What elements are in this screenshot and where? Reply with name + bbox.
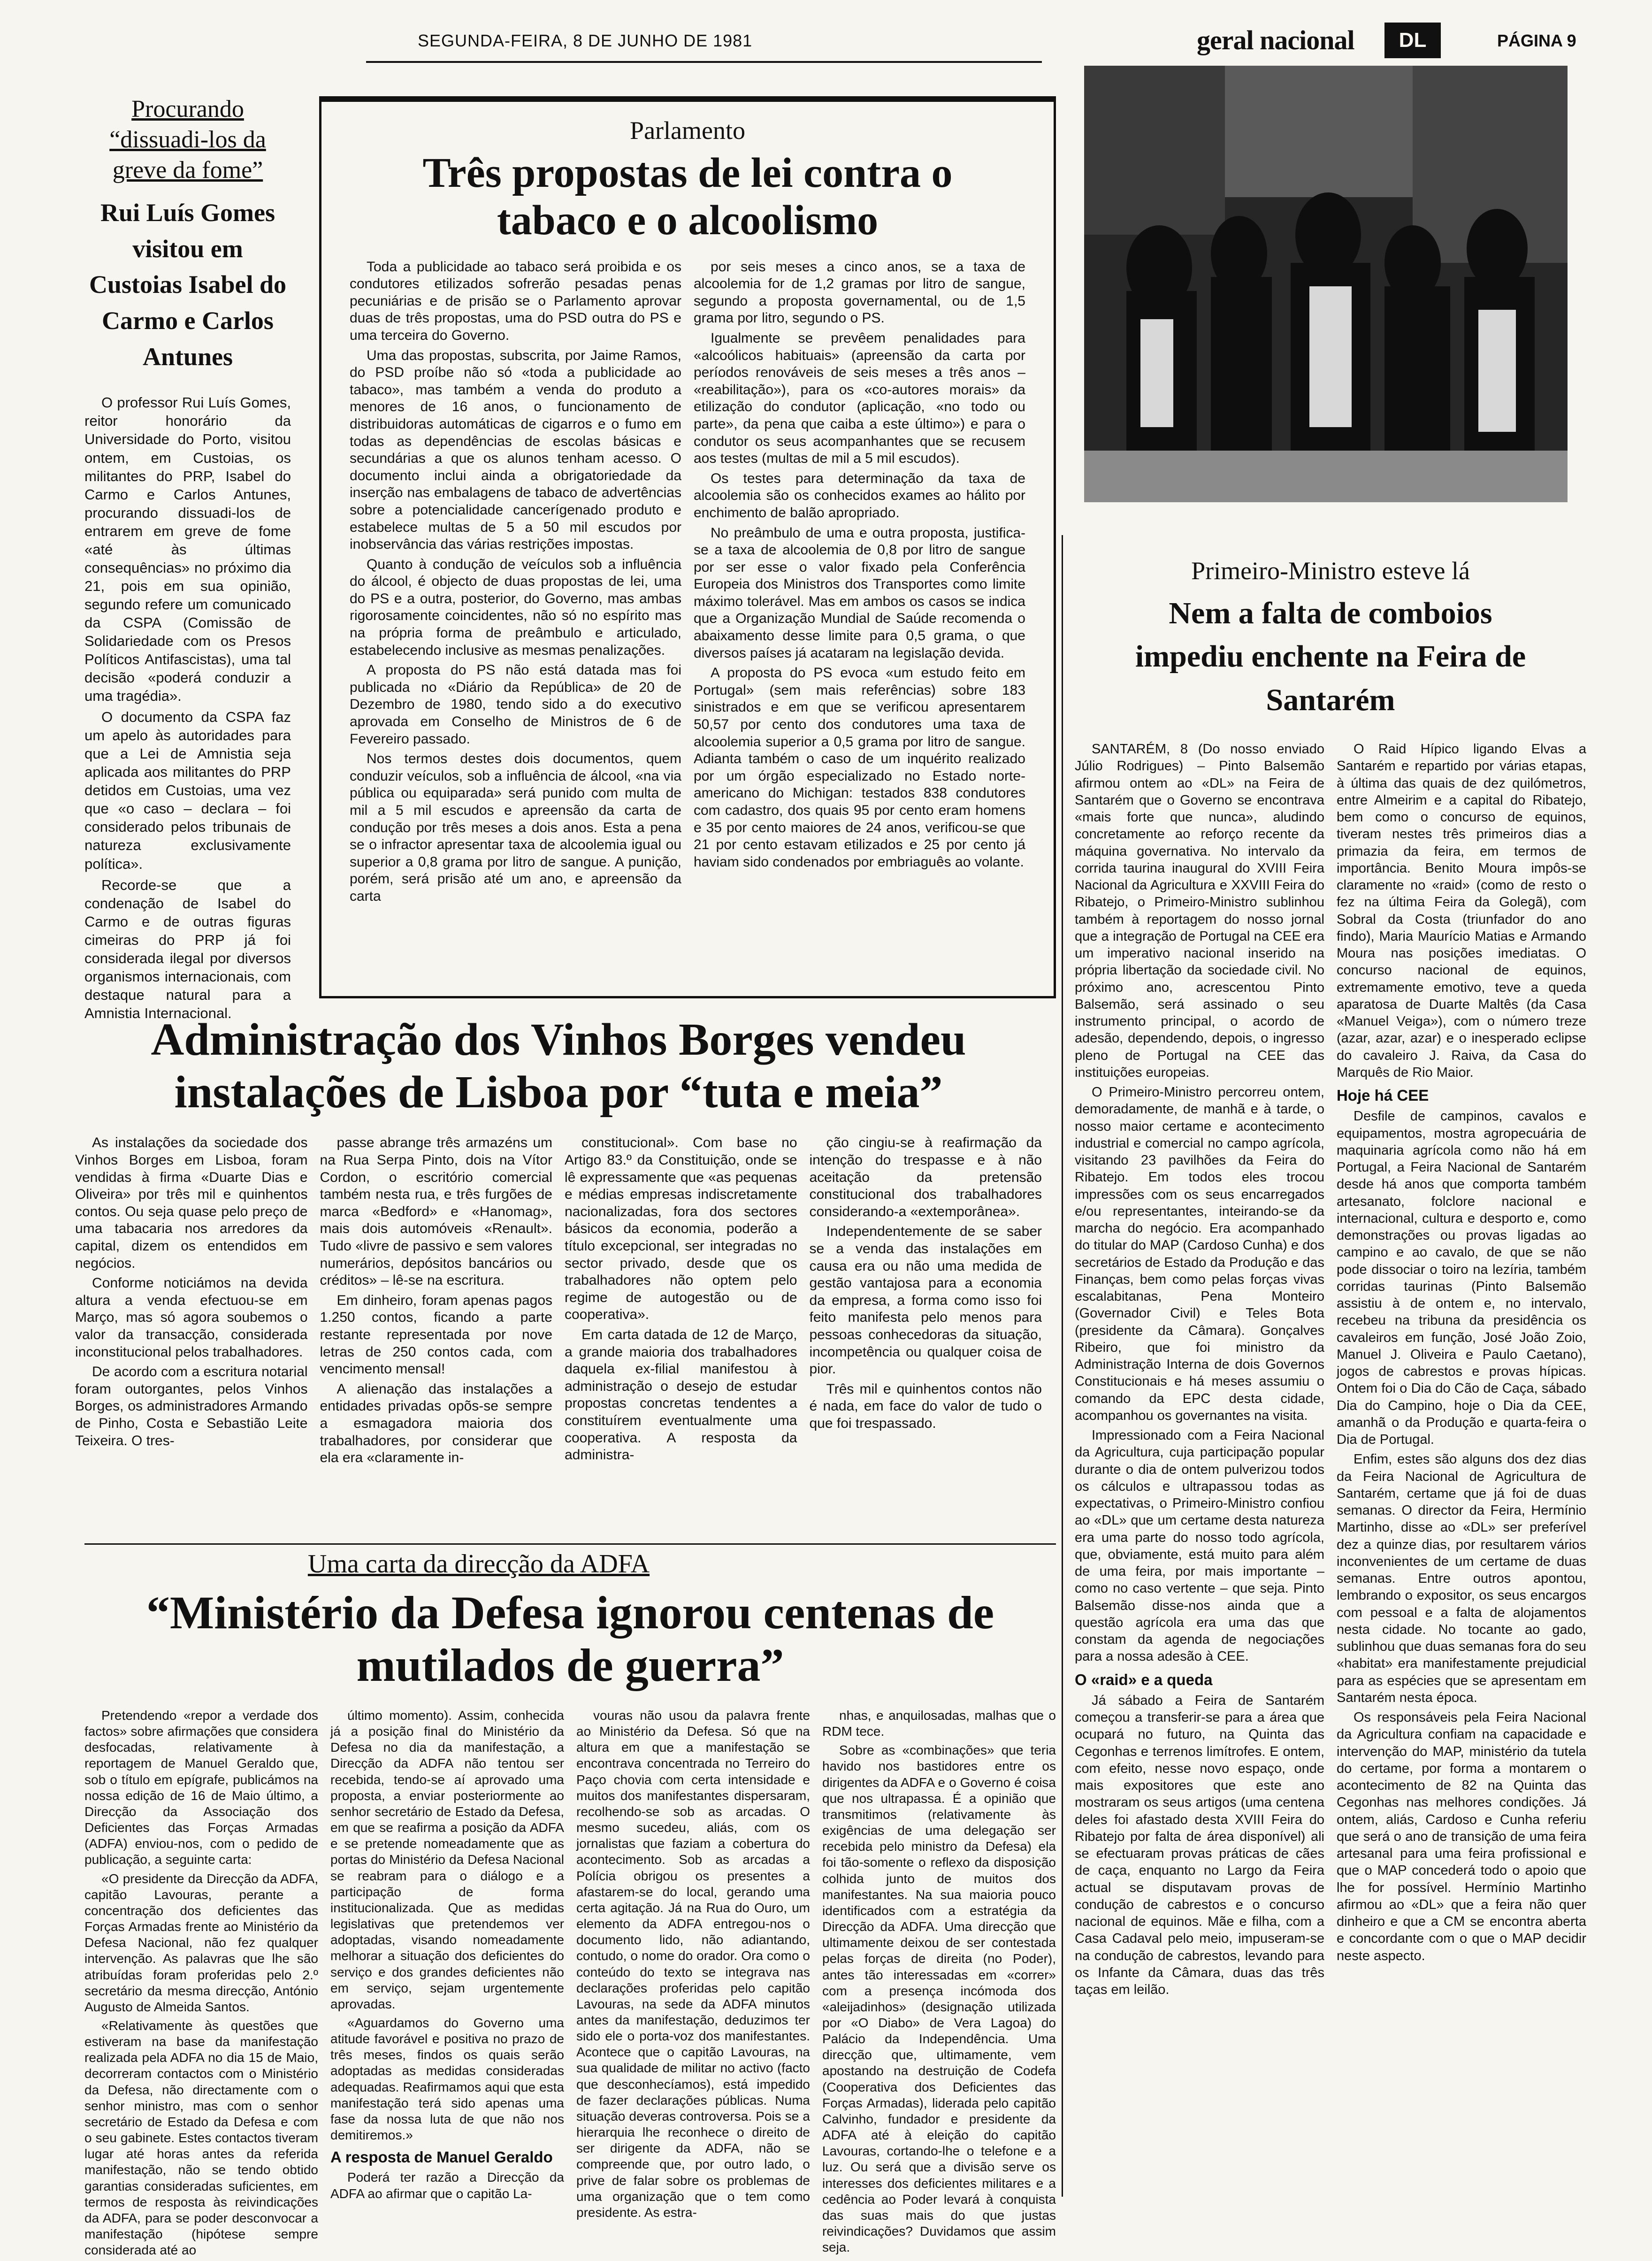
paragraph: passe abrange três armazéns um na Rua Serpa Pinto, dois na Vítor Cordon, o escritório comercial também nesta rua, e três furgões de marca «Bedford» e «Hanomag», mais dois automóveis «Renault». Tudo «livre de passivo e sem valores numerários, depósitos bancários ou créditos» – lê-se na escritura. [320, 1135, 552, 1288]
column [694, 259, 1025, 908]
section-subhead: Hoje há CEE [1337, 1087, 1429, 1104]
article-kicker: Procurando “dissuadi-los da greve da fome” [109, 96, 266, 184]
paragraph: Já sábado a Feira de Santarém começou a transferir-se para a área que ocupará no futuro, na Quinta das Cegonhas e terrenos limítrofes. E ontem, com efeito, nesse novo espaço, onde mais expositores que este ano mostraram os seus artigos (uma centena deles foi afastado desta XVIII Feira do Ribatejo por falta de área disponível) ali se efectuaram provas práticas de cães de caça, enquanto no Largo da Feira actual se disputavam provas de condução de cabrestos e o concurso nacional de equinos. Mãe e filha, com a Casa Cadaval pelo meio, impuseram-se na condução de cabrestos, levando para os Infante da Câmara, duas das três taças em leilão. [1075, 1693, 1324, 1998]
paragraph: Sobre as «combinações» que teria havido nos bastidores entre os dirigentes da ADFA e o Governo é coisa que nos ultrapassa. É a opinião que transmitimos (relativamente às exigências de uma delegação ser recebida pelo ministro da Defesa) ela foi tão-somente o reflexo da disposição colhida junto de muitos dos manifestantes. Na sua maioria pouco identificados com a estratégia da Direcção da ADFA. Uma direcção que ultimamente deixou de ser contestada pelas forças de direita (no Poder), antes tão interessadas em «correr» com a presença incómoda dos «aleijadinhos» (designação utilizada por «O Diabo» de Vera Lagoa) do Palácio da Independência. Uma direcção que, ultimamente, vem apostando na destruição de Codefa (Cooperativa dos Deficientes das Forças Armadas), liderada pelo capitão Calvinho, fundador e presidente da ADFA até à eleição do capitão Lavouras, cortando-lhe o telefone e a luz. Ou será que a divisão serve os interesses dos deficientes militares e a cedência ao Poder levará à conquista das suas mais do que justas reivindicações? Duvidamos que assim seja. [822, 1743, 1056, 2255]
paragraph: «Relativamente às questões que estiveram na base da manifestação realizada pela ADFA no dia 15 de Maio, decorreram contactos com o Ministério da Defesa, não directamente com o senhor ministro, mas com o senhor secretário de Estado da Defesa e com o seu gabinete. Estes contactos tiveram lugar até horas antes da referida manifestação, não se tendo obtido garantias consideradas suficientes, em termos de resposta às reivindicações da ADFA, para se poder desconvocar a manifestação (hipótese sempre considerada até ao [84, 2018, 318, 2258]
paragraph: De acordo com a escritura notarial foram outorgantes, pelos Vinhos Borges, os administradores Armando de Pinho, Costa e Sebastião Leite Teixeira. O tres- [75, 1364, 308, 1449]
crowd-photo-illustration [1084, 66, 1568, 502]
paragraph: último momento). Assim, conhecida já a posição final do Ministério da Defesa no dia da manifestação, a Direcção da ADFA não tentou ser recebida, tendo-se aí aprovado uma proposta, a enviar posteriormente ao senhor secretário de Estado da Defesa, em que se reafirma a posição da ADFA e se pretende nomeadamente que as portas do Ministério da Defesa Nacional se reabram para o diálogo e a participação de forma institucionalizada. Que as medidas legislativas que pretendemos ver adoptadas, visando nomeadamente melhorar a situação dos deficientes do serviço e dos grandes deficientes não em serviço, sejam urgentemente aprovadas. [330, 1708, 564, 2011]
section-subhead: O «raid» e a queda [1075, 1671, 1213, 1688]
column [1075, 741, 1324, 2001]
article-body [75, 1134, 1042, 1469]
column [822, 1708, 1056, 2261]
paragraph: O Primeiro-Ministro percorreu ontem, demoradamente, de manhã e à tarde, o nosso maior certame e acontecimento industrial e comercial no campo agrícola, visitando 23 pavilhões da Feira do Ribatejo. Em todos eles trocou impressões com os seus encarregados e/ou representantes, inteirando-se da marcha do negócio. Era acompanhado do titular do MAP (Cardoso Cunha) e dos secretários de Estado da Produção e das Finanças, bem como pelas forças vivas escalabitanas, Pena Monteiro (Governador Civil) e Teles Bota (presidente da Câmara). Gonçalves Ribeiro, que foi ministro da Administração Interna de dois Governos Constitucionais e há meses assumiu o comando da EPC desta cidade, acompanhou os governantes na visita. [1075, 1085, 1324, 1423]
paragraph: SANTARÉM, 8 (Do nosso enviado Júlio Rodrigues) – Pinto Balsemão afirmou ontem ao «DL» na Feira de Santarém que o Governo se encontrava «mais forte que nunca», aludindo concretamente ao reforço recente da máquina governativa. No intervalo da corrida taurina inaugural do XVIII Feira Nacional da Agricultura e XXVIII Feira do Ribatejo, o Primeiro-Ministro sublinhou também à reportagem do nosso jornal que a integração de Portugal na CEE era um imperativo nacional inserido na própria libertação da sociedade civil. No próximo ano, acrescentou Pinto Balsemão, será assinado o seu instrumento principal, o acordo de adesão, dependendo, depois, o ingresso pleno de Portugal na CEE das instituições europeias. [1075, 742, 1324, 1080]
paragraph: No preâmbulo de uma e outra proposta, justifica-se a taxa de alcoolemia de 0,8 por litro de sangue por ser esse o valor fixado pela Conferência Europeia dos Ministros dos Transportes como limite máximo tolerável. Mas em ambos os casos se indica que a Organização Mundial de Saúde recomenda o abaixamento desse limite para 0,5 grama, o que diversos países já acataram na legislação devida. [694, 525, 1025, 661]
newspaper-logo: DL [1384, 23, 1441, 58]
paragraph: Independentemente de se saber se a venda das instalações em causa era ou não uma medida de gestão vantajosa para a economia da empresa, a forma como isso foi feito manifesta pelo menos para pessoas conhecedoras da situação, incompetência ou qualquer coisa de pior. [809, 1224, 1042, 1377]
column [810, 1134, 1042, 1469]
article-kicker: Parlamento [630, 116, 745, 145]
paragraph: O documento da CSPA faz um apelo às autoridades para que a Lei de Amnistia seja aplicada aos militantes do PRP detidos em Custoias, uma vez que «o caso – declara – foi considerado pelos tribunais de natureza exclusivamente política». [84, 709, 291, 872]
paragraph: Uma das propostas, subscrita, por Jaime Ramos, do PSD proíbe não só «toda a publicidade ao tabaco», mas também a venda do produto a menores de 16 anos, o funcionamento de distribuidoras automáticas de cigarros e o fumo em todas as dependências de escolas básicas e secundárias a que os alunos tenham acesso. O documento inclui ainda a obrigatoriedade da inserção nas embalagens de tabaco de advertências sobre a potencialidade cancerígenado produto e estabelece multas de 5 a 50 mil escudos por inobservância das várias restrições impostas. [350, 347, 681, 552]
issue-date: SEGUNDA-FEIRA, 8 DE JUNHO DE 1981 [418, 31, 753, 50]
section-subhead: A resposta de Manuel Geraldo [330, 2148, 553, 2166]
paragraph: Quanto à condução de veículos sob a influência do álcool, é objecto de duas propostas de lei, uma do PS e a outra, posterior, do Governo, mas ambas rigorosamente coincidentes, não só no espírito mas na própria forma de preâmbulo e articulado, estabelecendo inclusive as mesmas penalizações. [350, 556, 681, 658]
column [350, 259, 681, 908]
article-body [84, 393, 291, 1022]
paragraph: constitucional». Com base no Artigo 83.º da Constituição, onde se lê expressamente que «as pequenas e médias empresas indiscretamente nacionalizadas, fora dos sectores básicos da economia, poderão a título excepcional, ser integradas no sector privado, desde que os trabalhadores não optem pelo regime de autogestão ou de cooperativa». [565, 1135, 797, 1323]
paragraph: Toda a publicidade ao tabaco será proibida e os condutores etilizados sofrerão pesadas penas pecuniárias e de prisão se o Parlamento aprovar duas de três propostas, uma do PSD outra do PS e uma terceira do Governo. [350, 259, 681, 343]
article-kicker: Uma carta da direcção da ADFA [307, 1549, 650, 1579]
column [1337, 741, 1586, 2001]
article-body [350, 259, 1025, 908]
article-headline: “Ministério da Defesa ignorou centenas de mutilados de guerra” [146, 1587, 994, 1691]
column-divider [1062, 535, 1063, 2197]
paragraph: Os testes para determinação da taxa de alcoolemia são os conhecidos exames ao hálito por enchimento de balão apropriado. [694, 470, 1025, 521]
paragraph: Impressionado com a Feira Nacional da Agricultura, cuja participação popular durante o dia de ontem pulverizou todos os cálculos e ultrapassou todas as expectativas, o Primeiro-Ministro confiou ao «DL» que um certame desta natureza era uma parte do nosso todo agrícola, que, obviamente, está muito para além de uma feira, por mais importante – como no caso vertente – que seja. Pinto Balsemão disse-nos ainda que a questão agrícola era uma das que constam da agenda de negociações para a nossa adesão à CEE. [1075, 1428, 1324, 1664]
paragraph: A proposta do PS não está datada mas foi publicada no «Diário da República» de 20 de Dezembro de 1980, tendo sido a do executivo aprovada em Conselho de Ministros de 6 de Fevereiro passado. [350, 662, 681, 747]
news-photo [1084, 66, 1568, 502]
paragraph: vouras não usou da palavra frente ao Ministério da Defesa. Só que na altura em que a manifestação se encontrava concentrada no Terreiro do Paço chovia com certa intensidade e muitos dos manifestantes dispersaram, recolhendo-se sob as arcadas. O mesmo sucedeu, aliás, com os jornalistas que faziam a cobertura do acontecimento. Sob as arcadas a Polícia obrigou os presentes a afastarem-se do local, gerando uma certa agitação. Já na Rua do Ouro, um elemento da ADFA entregou-nos o documento lido, não adiantando, contudo, o nome do orador. Ora como o conteúdo do texto se integrava nas declarações proferidas pelo capitão Lavouras, na sede da ADFA minutos antes da manifestação, deduzimos ter sido ele o porta-voz dos manifestantes. Acontece que o capitão Lavouras, na sua qualidade de militar no activo (facto que desconhecíamos), está impedido de fazer declarações públicas. Numa situação deveras controversa. Pois se a hierarquia lhe reconhece o direito de ser dirigente da ADFA, não se compreende que, por outro lado, o prive de falar sobre os problemas de uma organização que o tem como presidente. As estra- [576, 1708, 810, 2220]
article-tabaco [319, 96, 1056, 998]
masthead [366, 23, 1633, 60]
paragraph: O professor Rui Luís Gomes, reitor honorário da Universidade do Porto, visitou ontem, em Custoias, os militantes do PRP, Isabel do Carmo e Carlos Antunes, procurando dissuadi-los de entrarem em greve de fome «até às últimas consequências» no próximo dia 21, pois em sua opinião, segundo refere um comunicado da CSPA (Comissão de Solidariedade com os Presos Políticos Antifascistas), uma tal decisão «poderá conduzir a uma tragédia». [84, 394, 291, 705]
article-vinhos [61, 1014, 1056, 1544]
article-kicker: Primeiro-Ministro esteve lá [1191, 557, 1470, 585]
paragraph: Recorde-se que a condenação de Isabel do Carmo e de outras figuras cimeiras do PRP já foi considerada ilegal por diversos organismos internacionais, com destaque natural para a Amnistia Internacional. [84, 876, 291, 1021]
section-divider [84, 1543, 1056, 1545]
page-number: PÁGINA 9 [1497, 31, 1576, 50]
article-santarem [1075, 556, 1586, 2194]
paragraph: Desfile de campinos, cavalos e equipamentos, mostra agropecuária de maquinaria agrícola como não há em Portugal, a Feira Nacional de Santarém desde há anos que comporta também artesanato, folclore nacional e internacional, cultura e desporto e, como demonstrações ou provas ligadas ao campino e ao cavalo, de que se não pode dissociar o toiro na lezíria, também corridas taurinas (Pinto Balsemão assistiu à de ontem e, no intervalo, recebeu na tribuna da presidência os cavaleiros em função, José João Zoio, Manuel J. Oliveira e Paulo Caetano), jogos de cabrestos e provas hípicas. Ontem foi o Dia do Cão de Caça, sábado Dia do Campino, hoje o Dia da CEE, amanhã o da Produção e quarta-feira o Dia de Portugal. [1337, 1109, 1586, 1448]
paragraph: O Raid Hípico ligando Elvas a Santarém e repartido por várias etapas, à última das quais de dez quilómetros, entre Almeirim e a capital do Ribatejo, bem como o concurso de equinos, tiveram nestes três primeiros dias a primazia da feira, em termos de importância. Benito Moura impôs-se claramente no «raid» (como de resto o fez na última Feira da Golegã), com Sobral da Costa (triunfador do ano findo), Maria Maurício Matias e Armando Moura nas posições imediatas. O concurso nacional de equinos, extremamente emotivo, teve a queda aparatosa de Duarte Maltês (da Casa «Manuel Veiga»), com o número treze (azar, azar, azar) e o inesperado eclipse do cavaleiro J. Raiva, da Casa do Marquês de Rio Maior. [1337, 742, 1586, 1080]
paragraph: Igualmente se prevêem penalidades para «alcoólicos habituais» (apreensão da carta por períodos renováveis de seis meses a três anos – «reabilitação»), para os «co-autores morais» da etilização do condutor (aplicação, «no todo ou parte», da pena que caiba a este último») e para o condutor os seus acompanhantes que se recusem aos testes (multas de mil a 5 mil escudos). [694, 330, 1025, 467]
paragraph: As instalações da sociedade dos Vinhos Borges em Lisboa, foram vendidas à firma «Duarte Dias e Oliveira» por três mil e quinhentos contos. Ou seja quase pelo preço de uma tabacaria nos arredores da capital, dizem os entendidos em negócios. [75, 1135, 308, 1271]
paragraph: Poderá ter razão a Direcção da ADFA ao afirmar que o capitão La- [330, 2170, 564, 2201]
column [75, 1134, 308, 1469]
paragraph: Em carta datada de 12 de Março, a grande maioria dos trabalhadores daquela ex-filial manifestou à administração o desejo de estudar propostas concretas tendentes a constituírem eventualmente uma cooperativa. A resposta da administra- [565, 1326, 797, 1463]
section-brand: geral nacional [1197, 25, 1354, 55]
column [576, 1708, 810, 2261]
paragraph: Três mil e quinhentos contos não é nada, em face do valor de tudo o que foi trespassado. [809, 1381, 1042, 1431]
column [320, 1134, 553, 1469]
paragraph: Enfim, estes são alguns dos dez dias da Feira Nacional de Agricultura de Santarém, certame que já foi de duas semanas. O director da Feira, Hermínio Martinho, disse ao «DL» ser preferível dez a quinze dias, por resultarem vários inconvenientes de um certame de duas semanas. Entre outros apontou, lembrando o expositor, os seus encargos com pessoal e a falta de alojamentos nesta cidade. No tocante ao gado, sublinhou que duas semanas fora do seu «habitat» era manifestamente prejudicial para as espécies que se apresentam em Santarém nesta época. [1337, 1452, 1586, 1705]
article-headline: Nem a falta de comboios impediu enchente na Feira de Santarém [1135, 596, 1526, 717]
paragraph: ção cingiu-se à reafirmação da intenção do trespasse e à não aceitação da pretensão constitucional dos trabalhadores considerando-a «extemporânea». [809, 1135, 1042, 1219]
paragraph: Os responsáveis pela Feira Nacional da Agricultura confiam na capacidade e intervenção do MAP, ministério da tutela do certame, por forma a montarem o acontecimento de 82 na Quinta das Cegonhas nas melhores condições. Já ontem, aliás, Cardoso e Cunha referiu que será o ano de transição de uma feira artesanal para uma feira profissional e que o MAP concederá todo o apoio que lhe for possível. Hermínio Martinho afirmou ao «DL» que a feira não quer dinheiro e que a CM se encontra aberta e concordante com o que o MAP decidir neste aspecto. [1337, 1710, 1586, 1963]
paragraph: Pretendendo «repor a verdade dos factos» sobre afirmações que considera desfocadas, relativamente à reportagem de Manuel Geraldo que, sob o título em epígrafe, publicámos na nossa edição de 16 de Maio último, a Direcção da Associação dos Deficientes das Forças Armadas (ADFA) enviou-nos, com o pedido de publicação, a seguinte carta: [84, 1708, 318, 1867]
paragraph: nhas, e anquilosadas, malhas que o RDM tece. [822, 1708, 1056, 1739]
article-adfa [84, 1549, 1056, 2258]
article-greve [84, 94, 291, 1037]
paragraph: «Aguardamos do Governo uma atitude favorável e positiva no prazo de três meses, findos os quais serão adoptadas as medidas consideradas adequadas. Reafirmamos aqui que esta manifestação terá sido apenas uma fase da nossa luta de que não nos demitiremos.» [330, 2015, 564, 2143]
paragraph: «O presidente da Direcção da ADFA, capitão Lavouras, perante a concentração dos deficientes das Forças Armadas frente ao Ministério da Defesa Nacional, não fez qualquer intervenção. As palavras que lhe são atribuídas foram proferidas pelo 2.º secretário da mesma direcção, António Augusto de Almeida Santos. [84, 1871, 318, 2014]
paragraph: Nos termos destes dois documentos, quem conduzir veículos, sob a influência de álcool, «na via pública ou equiparada» será punido com multa de mil a 5 mil escudos e apreensão da carta de condução por três meses a dois anos. Esta a pena se o infractor apresentar taxa de alcoolemia igual ou superior a 0,8 grama por litro de sangue. A punição, porém, será prisão até um ano, e apreensão da carta [350, 751, 681, 904]
article-body [1075, 741, 1586, 2001]
article-headline: Três propostas de lei contra o tabaco e o alcoolismo [422, 150, 953, 244]
column [565, 1134, 797, 1469]
paragraph: por seis meses a cinco anos, se a taxa de alcoolemia for de 1,2 gramas por litro de sangue, segundo a proposta governamental, ou de 1,5 grama por litro, segundo o PS. [694, 259, 1025, 326]
column [330, 1708, 564, 2261]
paragraph: A proposta do PS evoca «um estudo feito em Portugal» (sem mais referências) sobre 183 sinistrados e em que se verificou apresentarem 50,57 por cento dos condutores uma taxa de alcoolemia superior a 0,5 grama por litro de sangue. Adianta também o caso de um inquérito realizado por um órgão especializado no Estado norte-americano do Michigan: testados 838 condutores com cadastro, dos quais 95 por cento eram homens e 35 por cento maiores de 24 anos, verificou-se que 21 por cento estavam etilizados e 25 por cento já haviam sido condenados por embriaguês ao volante. [694, 665, 1025, 870]
article-headline: Administração dos Vinhos Borges vendeu instalações de Lisboa por “tuta e meia” [151, 1014, 966, 1118]
article-headline: Rui Luís Gomes visitou em Custoias Isabel do Carmo e Carlos Antunes [89, 199, 287, 371]
article-body [84, 1708, 1056, 2261]
column [84, 1708, 318, 2261]
paragraph: Em dinheiro, foram apenas pagos 1.250 contos, ficando a parte restante representada por nove letras de 250 contos cada, com vencimento mensal! [320, 1292, 552, 1377]
paragraph: A alienação das instalações a entidades privadas opõs-se sempre a esmagadora maioria dos trabalhadores, por considerar que ela era «claramente in- [320, 1381, 552, 1466]
paragraph: Conforme noticiámos na devida altura a venda efectuou-se em Março, mas só agora soubemos o valor da transacção, considerada inconstitucional pelos trabalhadores. [75, 1275, 308, 1360]
masthead-rule [366, 61, 1042, 63]
